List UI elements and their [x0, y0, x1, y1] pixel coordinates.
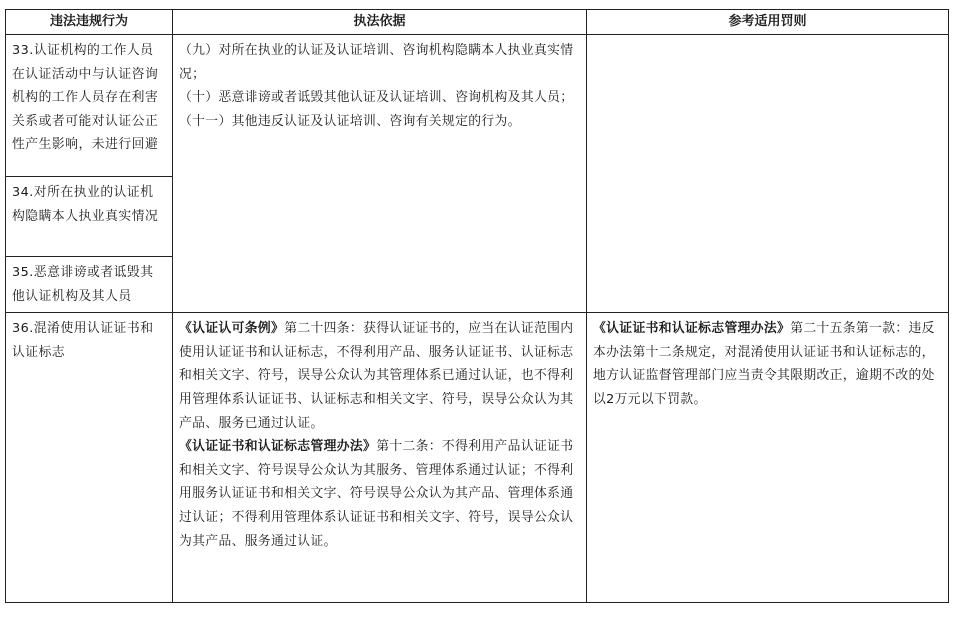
regulation-table — [5, 9, 949, 603]
header-penalty: 参考适用罚则 — [587, 10, 949, 35]
act-cell-36: 36.混淆使用认证证书和认证标志 — [6, 313, 173, 603]
table-row — [6, 35, 949, 177]
basis-cell-group1 — [173, 35, 587, 313]
penalty-cell-group2 — [587, 313, 949, 603]
basis-item-9: （九）对所在执业的认证及认证培训、咨询机构隐瞒本人执业真实情况； — [179, 43, 574, 82]
law-text: 第二十四条：获得认证证书的，应当在认证范围内使用认证证书和认证标志，不得利用产品、服务认证证书、认证标志和相关文字、符号，误导公众认为其管理体系已通过认证，也不得利用管理体系认证证书、认证标志和相关文字、符号，误导公众认为其产品、服务已通过认证。 — [179, 321, 574, 431]
header-row — [6, 10, 949, 35]
header-basis: 执法依据 — [173, 10, 587, 35]
basis-paragraph — [179, 435, 580, 553]
law-text: 第二十五条第一款：违反本办法第十二条规定，对混淆使用认证证书和认证标志的，地方认证监督管理部门应当责令其限期改正，逾期不改的处以2万元以下罚款。 — [593, 321, 935, 407]
act-cell-34: 34.对所在执业的认证机构隐瞒本人执业真实情况 — [6, 177, 173, 257]
penalty-cell-group1 — [587, 35, 949, 313]
basis-item-11: （十一）其他违反认证及认证培训、咨询有关规定的行为。 — [179, 113, 521, 129]
act-cell-35: 35.恶意诽谤或者诋毁其他认证机构及其人员 — [6, 257, 173, 313]
law-title: 《认证证书和认证标志管理办法》 — [179, 439, 377, 455]
header-act: 违法违规行为 — [6, 10, 173, 35]
law-title: 《认证证书和认证标志管理办法》 — [593, 321, 791, 337]
law-title: 《认证认可条例》 — [179, 321, 285, 337]
law-text: 第十二条：不得利用产品认证证书和相关文字、符号误导公众认为其服务、管理体系通过认证；不得利用服务认证证书和相关文字、符号误导公众认为其产品、管理体系通过认证；不得利用管理体系认证证书和相关文字、符号，误导公众认为其产品、服务通过认证。 — [179, 439, 574, 549]
basis-paragraph — [179, 317, 580, 435]
penalty-paragraph — [593, 317, 942, 411]
act-cell-33: 33.认证机构的工作人员在认证活动中与认证咨询机构的工作人员存在利害关系或者可能对认证公正性产生影响，未进行回避 — [6, 35, 173, 177]
table-row — [6, 313, 949, 603]
basis-cell-group2 — [173, 313, 587, 603]
basis-item-10: （十）恶意诽谤或者诋毁其他认证及认证培训、咨询机构及其人员； — [179, 90, 574, 106]
